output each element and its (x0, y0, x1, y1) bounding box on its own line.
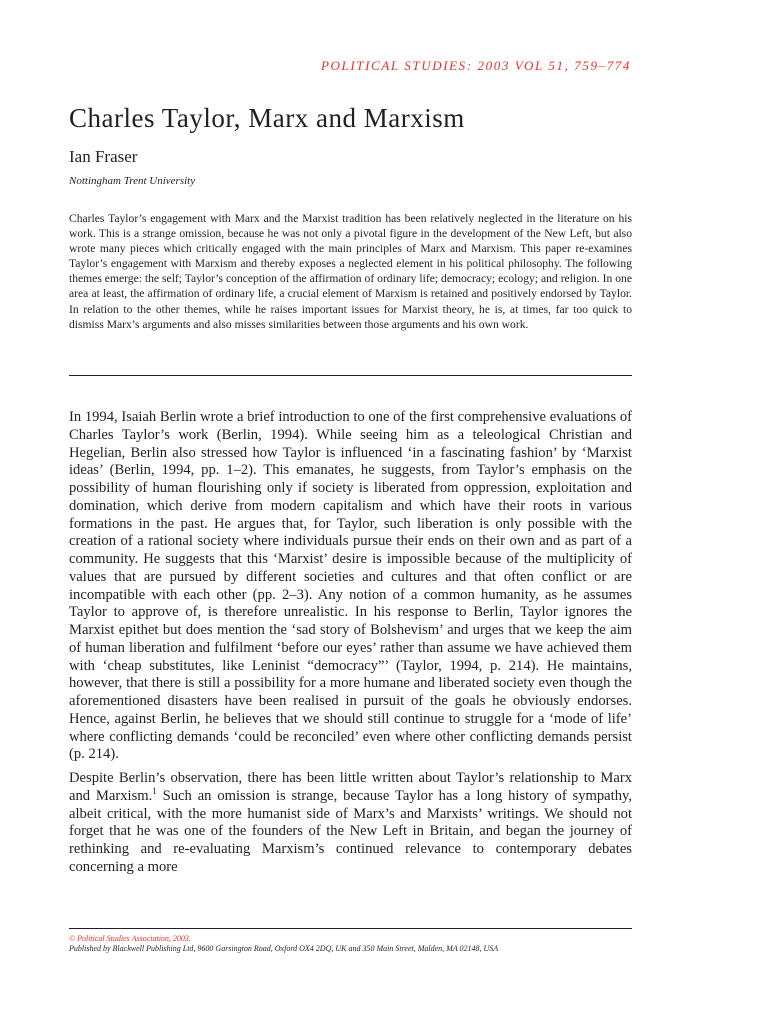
author-name: Ian Fraser (69, 147, 138, 166)
article-title: Charles Taylor, Marx and Marxism (69, 103, 465, 133)
article-body (69, 409, 632, 883)
body-paragraph-2 (69, 770, 632, 877)
paragraph-2-text-start: Despite Berlin’s observation, there has been little written about Taylor’s relationship to Marx and Marxism. (69, 770, 632, 804)
abstract-divider (69, 375, 632, 376)
paragraph-2-text-end: Such an omission is strange, because Taylor has a long history of sympathy, albeit critical, with the more humanist side of Marx’s and Marxists’ writings. We should not forget that he was one of the founders of the New Left in Britain, and began the journey of rethinking and re-evaluating Marxism’s continued relevance to contemporary debates concerning a more (69, 787, 632, 875)
body-paragraph-1: In 1994, Isaiah Berlin wrote a brief introduction to one of the first comprehensive evaluations of Charles Taylor’s work (Berlin, 1994). While seeing him as a teleological Christian and Hegelian, Berlin also stressed how Taylor is influenced ‘in a fascinating fashion’ by ‘Marxist ideas’ (Berlin, 1994, pp. 1–2). This emanates, he suggests, from Taylor’s emphasis on the possibility of human flourishing only if society is liberated from oppression, exploitation and domination, which derive from modern capitalism and which have their roots in various formations in the past. He argues that, for Taylor, such liberation is only possible with the creation of a rational society where individuals pursue their ends on their own and as part of a community. He suggests that this ‘Marxist’ desire is impossible because of the multiplicity of values that are pursued by different societies and cultures and that often conflict or are incompatible with each other (pp. 2–3). Any notion of a common humanity, as he assumes Taylor to approve of, is therefore unrealistic. In his response to Berlin, Taylor ignores the Marxist epithet but does mention the ‘sad story of Bolshevism’ and urges that we keep the aim of human liberation and fulfilment ‘before our eyes’ rather than assume we have achieved them with ‘cheap substitutes, like Leninist “democracy”’ (Taylor, 1994, p. 214). He maintains, however, that there is still a possibility for a more humane and liberated society even though the aforementioned disasters have been realised in pursuit of the goals he obviously endorses. Hence, against Berlin, he believes that we should still continue to struggle for a ‘mode of life’ where conflicting demands ‘could be reconciled’ even where other conflicting demands persist (p. 214). (69, 409, 632, 763)
journal-reference: POLITICAL STUDIES: 2003 VOL 51, 759–774 (321, 58, 631, 73)
footer-divider (69, 928, 632, 929)
copyright-notice: © Political Studies Association, 2003. (69, 934, 191, 943)
footnote-marker[interactable]: 1 (152, 785, 157, 796)
publisher-info: Published by Blackwell Publishing Ltd, 9600 Garsington Road, Oxford OX4 2DQ, UK and 350 Main Street, Malden, MA 02148, USA (69, 944, 499, 953)
abstract: Charles Taylor’s engagement with Marx and the Marxist tradition has been relatively neglected in the literature on his work. This is a strange omission, because he was not only a pivotal figure in the development of the New Left, but also wrote many pieces which critically engaged with the main principles of Marx and Marxism. This paper re-examines Taylor’s engagement with Marxism and thereby exposes a neglected element in his political philosophy. The following themes emerge: the self; Taylor’s conception of the affirmation of ordinary life; democracy; ecology; and religion. In one area at least, the affirmation of ordinary life, a crucial element of Marxism is retained and positively endorsed by Taylor. In relation to the other themes, while he raises important issues for Marxist theory, he is, at times, far too quick to dismiss Marx’s arguments and also misses similarities between those arguments and his own work. (69, 212, 632, 331)
author-affiliation: Nottingham Trent University (69, 175, 196, 187)
